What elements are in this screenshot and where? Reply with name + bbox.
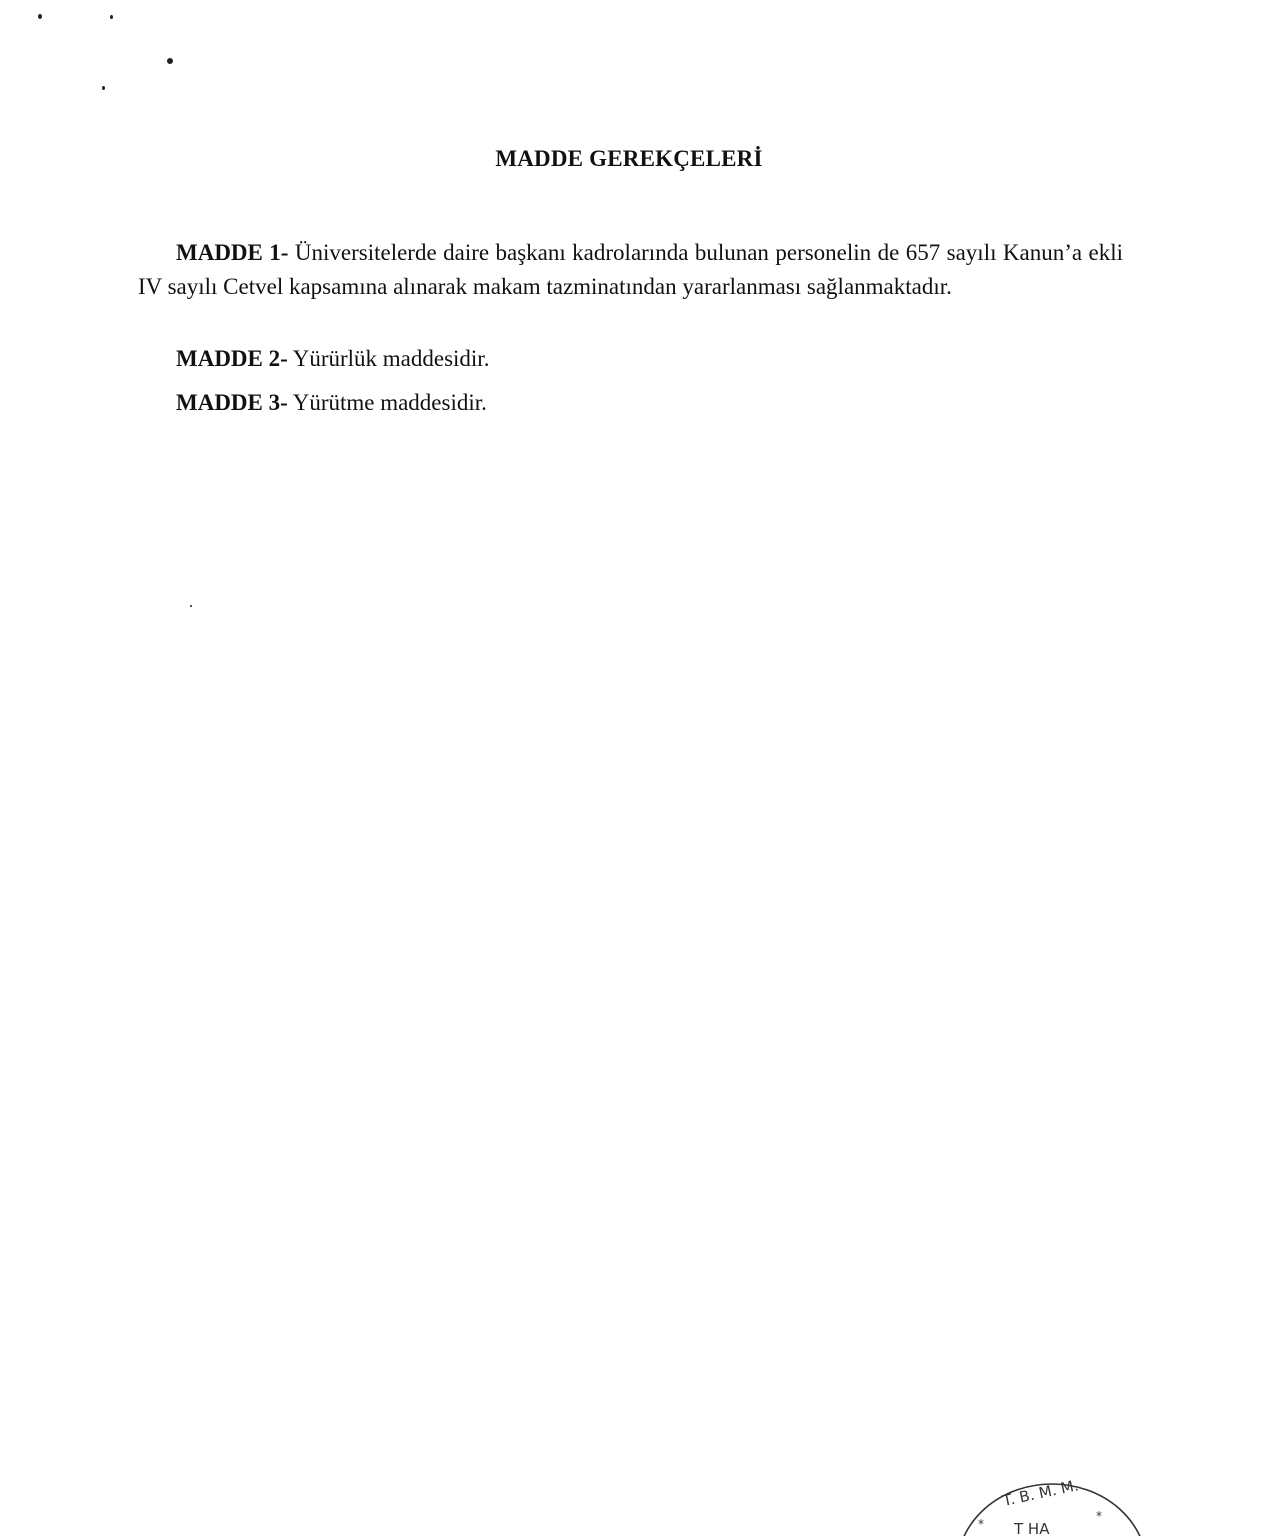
- article-3-text: Yürütme maddesidir.: [292, 390, 487, 415]
- seal-star-left: *: [978, 1517, 984, 1531]
- seal-star-right: *: [1096, 1509, 1102, 1523]
- scan-speck: [38, 14, 42, 19]
- article-3: [138, 386, 1123, 420]
- article-1: [138, 236, 1123, 304]
- article-2-heading: MADDE 2-: [176, 346, 288, 371]
- article-2: [138, 342, 1123, 376]
- article-1-heading: MADDE 1-: [176, 240, 289, 265]
- scan-speck: [167, 58, 173, 64]
- article-3-heading: MADDE 3-: [176, 390, 288, 415]
- article-1-text: Üniversitelerde daire başkanı kadrolarında bulunan personelin de 657 sayılı Kanun’a ekli IV sayılı Cetvel kapsamına alınarak makam tazminatından yararlanması sağlanmaktadır.: [138, 240, 1124, 299]
- seal-text-top: T. B. M. M.: [1001, 1476, 1081, 1510]
- page-title: MADDE GEREKÇELERİ: [495, 146, 763, 171]
- seal-graphic: [952, 1476, 1152, 1536]
- seal-text-inner: T HA: [1014, 1520, 1050, 1536]
- official-seal: [952, 1476, 1152, 1536]
- article-2-text: Yürürlük maddesidir.: [292, 346, 490, 371]
- scan-speck: [110, 15, 113, 19]
- scan-speck: [102, 86, 105, 90]
- scan-speck: [190, 605, 192, 607]
